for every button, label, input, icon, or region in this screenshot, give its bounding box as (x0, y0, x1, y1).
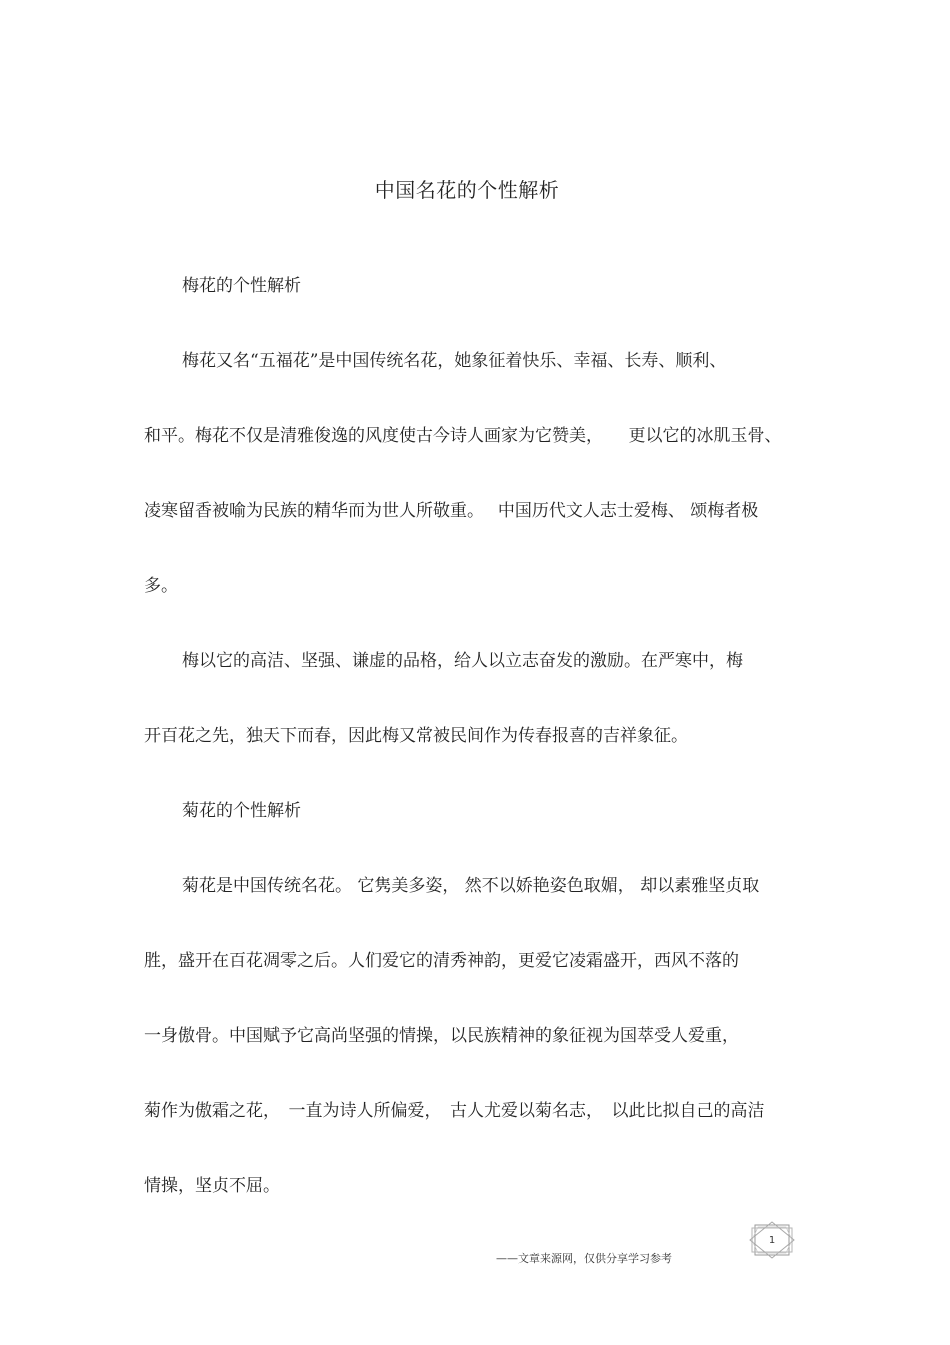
paragraph-line: 梅以它的高洁、坚强、谦虚的品格，给人以立志奋发的激励。在严寒中，梅 (182, 651, 743, 671)
paragraph-line: 情操，坚贞不屈。 (144, 1176, 280, 1196)
paragraph-line: 开百花之先，独天下而春，因此梅又常被民间作为传春报喜的吉祥象征。 (144, 726, 688, 746)
paragraph-line: 和平。梅花不仅是清雅俊逸的风度使古今诗人画家为它赞美， 更以它的冰肌玉骨、 (144, 426, 782, 446)
paragraph-line: 菊作为傲霜之花， 一直为诗人所偏爱， 古人尤爱以菊名志， 以此比拟自己的高洁 (144, 1101, 765, 1121)
paragraph-line: 梅花又名“五福花”是中国传统名花，她象征着快乐、幸福、长寿、顺利、 (182, 351, 727, 371)
page-number-badge (748, 1221, 796, 1259)
paragraph-line: 凌寒留香被喻为民族的精华而为世人所敬重。 中国历代文人志士爱梅、 颂梅者极 (144, 501, 759, 521)
paragraph-line: 一身傲骨。中国赋予它高尚坚强的情操，以民族精神的象征视为国萃受人爱重， (144, 1026, 739, 1046)
document-title: 中国名花的个性解析 (374, 178, 560, 202)
paragraph-line: 胜，盛开在百花凋零之后。人们爱它的清秀神韵，更爱它凌霜盛开，西风不落的 (144, 951, 739, 971)
paragraph-line: 菊花是中国传统名花。 它隽美多姿， 然不以娇艳姿色取媚， 却以素雅坚贞取 (182, 876, 760, 896)
footer-source-note: ——文章来源网，仅供分享学习参考 (496, 1252, 672, 1265)
section-heading-chrysanthemum: 菊花的个性解析 (182, 801, 301, 821)
paragraph-line: 多。 (144, 576, 178, 596)
page-number: 1 (768, 1235, 776, 1246)
section-heading-plum: 梅花的个性解析 (182, 276, 301, 296)
